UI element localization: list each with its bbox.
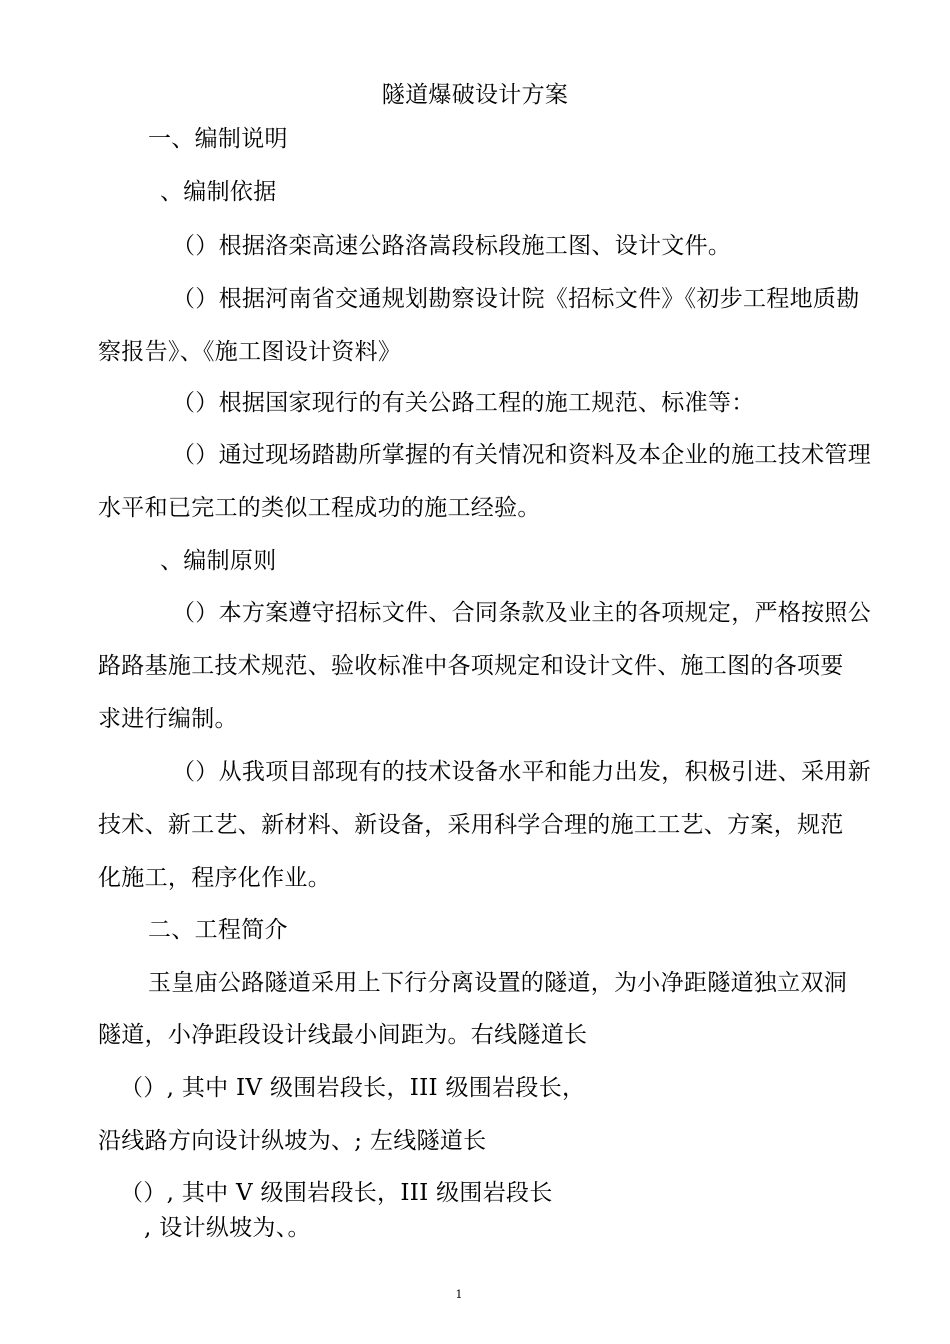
paragraph-line: （）根据国家现行的有关公路工程的施工规范、标准等： <box>172 390 755 416</box>
subsection-heading-principles: 、编制原则 <box>160 548 277 574</box>
page-title: 隧道爆破设计方案 <box>381 82 569 108</box>
subsection-heading-basis: 、编制依据 <box>160 179 277 205</box>
paragraph-line: （）根据洛栾高速公路洛嵩段标段施工图、设计文件。 <box>172 233 732 259</box>
paragraph-line: 水平和已完工的类似工程成功的施工经验。 <box>98 495 541 521</box>
paragraph-line: （）本方案遵守招标文件、合同条款及业主的各项规定，严格按照公 <box>172 600 871 626</box>
paragraph-line: 化施工，程序化作业。 <box>98 865 331 891</box>
section-heading-1: 一、编制说明 <box>148 126 288 152</box>
paragraph-line: 隧道，小净距段设计线最小间距为。右线隧道长 <box>98 1022 588 1048</box>
paragraph-line: 路路基施工技术规范、验收标准中各项规定和设计文件、施工图的各项要 <box>98 653 844 679</box>
paragraph-line: , 设计纵坡为、。 <box>144 1215 311 1241</box>
paragraph-line: 技术、新工艺、新材料、新设备，采用科学合理的施工工艺、方案，规范 <box>98 812 844 838</box>
paragraph-line: （）, 其中 IV 级围岩段长，III 级围岩段长， <box>120 1075 586 1101</box>
paragraph-line: 玉皇庙公路隧道采用上下行分离设置的隧道，为小净距隧道独立双洞 <box>148 970 847 996</box>
paragraph-line: 察报告》、《施工图设计资料》 <box>98 339 402 365</box>
paragraph-line: （）通过现场踏勘所掌握的有关情况和资料及本企业的施工技术管理 <box>172 442 871 468</box>
page-number: 1 <box>455 1288 463 1301</box>
section-heading-2: 二、工程简介 <box>148 917 288 943</box>
paragraph-line: （）根据河南省交通规划勘察设计院《招标文件》《初步工程地质勘 <box>172 286 860 312</box>
paragraph-line: （）从我项目部现有的技术设备水平和能力出发，积极引进、采用新 <box>172 759 871 785</box>
paragraph-line: 沿线路方向设计纵坡为、; 左线隧道长 <box>98 1128 487 1154</box>
paragraph-line: （）, 其中 V 级围岩段长，III 级围岩段长 <box>120 1180 553 1206</box>
paragraph-line: 求进行编制。 <box>98 706 238 732</box>
